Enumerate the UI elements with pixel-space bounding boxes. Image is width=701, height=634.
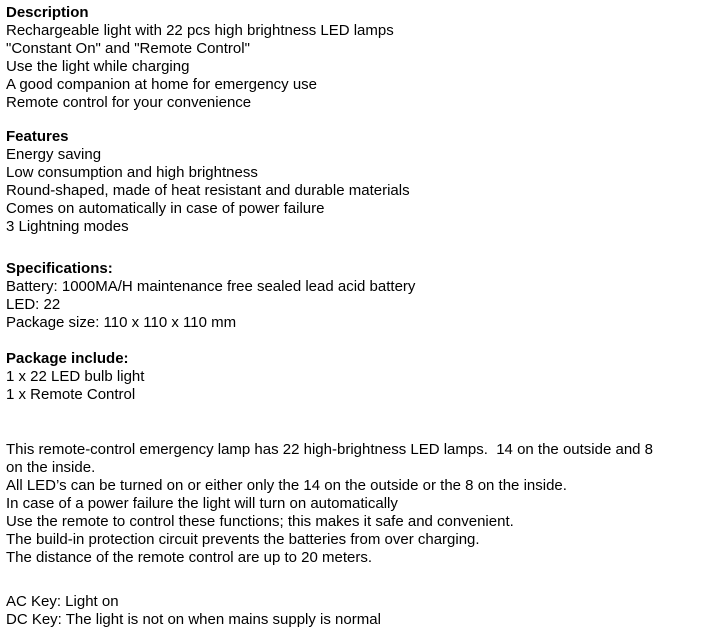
section-package-include-heading: Package include: bbox=[6, 350, 129, 367]
section-package-include bbox=[6, 350, 699, 404]
section-specifications bbox=[6, 260, 699, 332]
text-line: LED: 22 bbox=[6, 296, 61, 313]
section-description bbox=[6, 4, 699, 112]
paragraph-product-details bbox=[6, 441, 699, 567]
text-line: on the inside. bbox=[6, 459, 96, 476]
text-line: DC Key: The light is not on when mains supply is normal bbox=[6, 611, 381, 628]
text-line: Battery: 1000MA/H maintenance free sealed lead acid battery bbox=[6, 278, 416, 295]
section-features bbox=[6, 128, 699, 236]
text-line: Low consumption and high brightness bbox=[6, 164, 258, 181]
text-line: Package size: 110 x 110 x 110 mm bbox=[6, 314, 237, 331]
text-line: Comes on automatically in case of power failure bbox=[6, 200, 325, 217]
text-line: AC Key: Light on bbox=[6, 593, 119, 610]
text-line: 3 Lightning modes bbox=[6, 218, 129, 235]
text-line: In case of a power failure the light will turn on automatically bbox=[6, 495, 398, 512]
text-line: This remote-control emergency lamp has 22 high-brightness LED lamps. 14 on the outside and 8 bbox=[6, 441, 654, 458]
text-line: Energy saving bbox=[6, 146, 102, 163]
section-features-heading: Features bbox=[6, 128, 69, 145]
paragraph-key-functions bbox=[6, 593, 699, 629]
text-line: Use the remote to control these functions; this makes it safe and convenient. bbox=[6, 513, 514, 530]
text-line: Round-shaped, made of heat resistant and durable materials bbox=[6, 182, 410, 199]
section-specifications-heading: Specifications: bbox=[6, 260, 113, 277]
text-line: Rechargeable light with 22 pcs high brightness LED lamps bbox=[6, 22, 394, 39]
text-line: Remote control for your convenience bbox=[6, 94, 252, 111]
section-description-heading: Description bbox=[6, 4, 89, 21]
text-line: The build-in protection circuit prevents the batteries from over charging. bbox=[6, 531, 480, 548]
text-line: All LED’s can be turned on or either only the 14 on the outside or the 8 on the inside. bbox=[6, 477, 567, 494]
text-line: Use the light while charging bbox=[6, 58, 190, 75]
text-line: A good companion at home for emergency use bbox=[6, 76, 318, 93]
text-line: The distance of the remote control are up to 20 meters. bbox=[6, 549, 373, 566]
text-line: 1 x Remote Control bbox=[6, 386, 136, 403]
text-line: "Constant On" and "Remote Control" bbox=[6, 40, 250, 57]
text-line: 1 x 22 LED bulb light bbox=[6, 368, 145, 385]
